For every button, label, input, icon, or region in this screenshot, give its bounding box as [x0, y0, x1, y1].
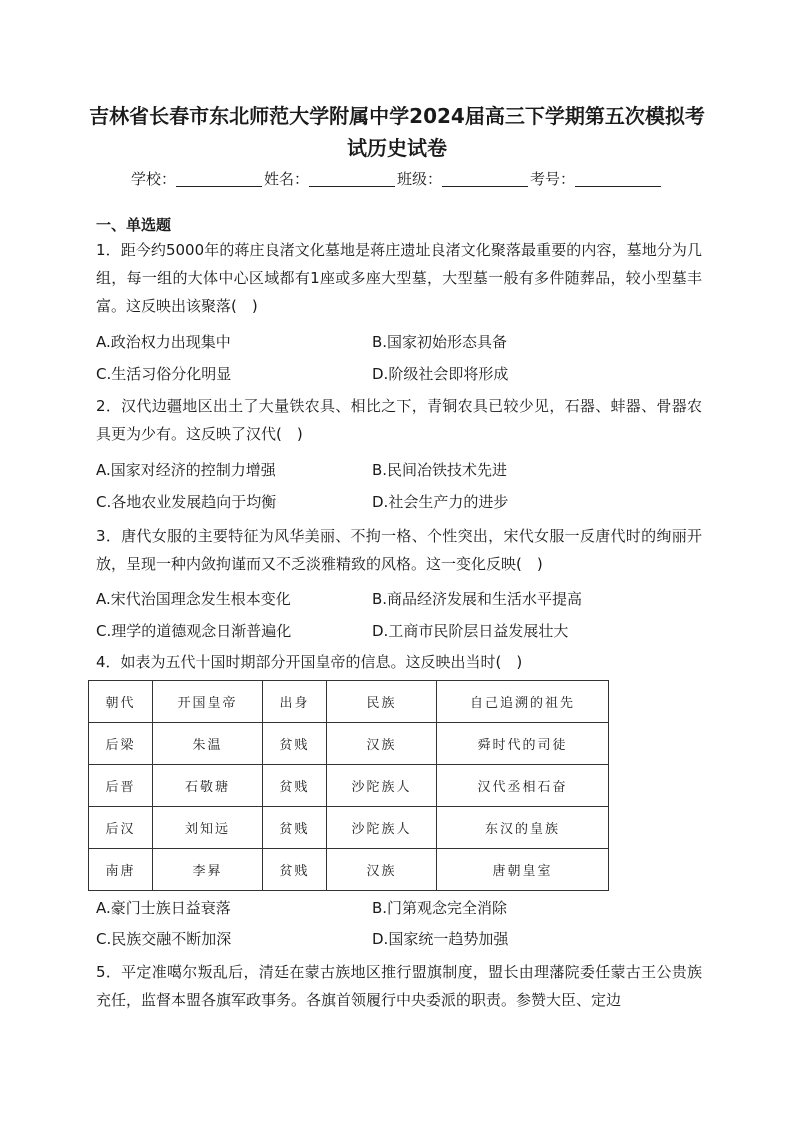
- question-1-option-b: B.国家初始形态具备: [372, 333, 508, 351]
- table-cell: 汉族: [327, 723, 437, 765]
- question-1-option-d: D.阶级社会即将形成: [372, 365, 509, 383]
- question-5-stem: 5．平定准噶尔叛乱后，清廷在蒙古族地区推行盟旗制度，盟长由理藩院委任蒙古王公贵族充任，监督本盟各旗军政事务。各旗首领履行中央委派的职责。参赞大臣、定边: [96, 963, 702, 1009]
- question-4-option-a: A.豪门士族日益衰落: [96, 899, 231, 917]
- table-header-cell: 出身: [263, 681, 327, 723]
- question-1-option-a: A.政治权力出现集中: [96, 333, 231, 351]
- question-4-option-c: C.民族交融不断加深: [96, 930, 232, 948]
- section-title: 一、单选题: [96, 216, 172, 234]
- table-cell: 刘知远: [153, 807, 263, 849]
- class-label: 班级：: [397, 170, 443, 188]
- question-2-option-b: B.民间冶铁技术先进: [372, 461, 508, 479]
- table-cell: 贫贱: [263, 723, 327, 765]
- question-4-option-d: D.国家统一趋势加强: [372, 930, 509, 948]
- question-3-option-c: C.理学的道德观念日渐普遍化: [96, 622, 292, 640]
- student-info-line: [80, 168, 714, 190]
- table-cell: 贫贱: [263, 807, 327, 849]
- class-blank: [442, 170, 528, 187]
- question-1-stem: 1．距今约5000年的蒋庄良渚文化墓地是蒋庄遗址良渚文化聚落最重要的内容，墓地分为几组，每一组的大体中心区域都有1座或多座大型墓，大型墓一般有多件随葬品，较小型墓丰富。这反映出该聚落( ): [96, 241, 702, 315]
- table-cell: 沙陀族人: [327, 807, 437, 849]
- table-header-row: [89, 681, 609, 723]
- table-header-cell: 自己追溯的祖先: [437, 681, 609, 723]
- question-4-option-b: B.门第观念完全消除: [372, 899, 508, 917]
- school-label: 学校：: [130, 170, 176, 188]
- table-cell: 贫贱: [263, 849, 327, 891]
- table-cell: 贫贱: [263, 765, 327, 807]
- question-1-option-c: C.生活习俗分化明显: [96, 365, 232, 383]
- table-row: [89, 849, 609, 891]
- exam-number-blank: [575, 170, 661, 187]
- table-row: [89, 765, 609, 807]
- table-cell: 李昪: [153, 849, 263, 891]
- table-cell: 后晋: [89, 765, 153, 807]
- table-cell: 沙陀族人: [327, 765, 437, 807]
- question-3-option-d: D.工商市民阶层日益发展壮大: [372, 622, 569, 640]
- table-cell: 石敬瑭: [153, 765, 263, 807]
- question-2-option-d: D.社会生产力的进步: [372, 493, 509, 511]
- question-2-stem: 2．汉代边疆地区出土了大量铁农具、相比之下，青铜农具已较少见，石器、蚌器、骨器农具更为少有。这反映了汉代( ): [96, 397, 702, 443]
- exam-number-label: 考号：: [530, 170, 576, 188]
- table-cell: 后汉: [89, 807, 153, 849]
- question-2-option-a: A.国家对经济的控制力增强: [96, 461, 276, 479]
- question-3-option-b: B.商品经济发展和生活水平提高: [372, 590, 583, 608]
- school-blank: [176, 170, 262, 187]
- question-4-stem: 4．如表为五代十国时期部分开国皇帝的信息。这反映出当时( ): [96, 653, 523, 671]
- table-cell: 东汉的皇族: [437, 807, 609, 849]
- table-header-cell: 开国皇帝: [153, 681, 263, 723]
- table-cell: 舜时代的司徒: [437, 723, 609, 765]
- table-cell: 南唐: [89, 849, 153, 891]
- exam-title-line1: 吉林省长春市东北师范大学附属中学2024届高三下学期第五次模拟考: [89, 104, 705, 128]
- table-row: [89, 807, 609, 849]
- emperors-table: [88, 680, 609, 891]
- table-header-cell: 朝代: [89, 681, 153, 723]
- table-cell: 汉族: [327, 849, 437, 891]
- table-row: [89, 723, 609, 765]
- name-blank: [309, 170, 395, 187]
- question-2-option-c: C.各地农业发展趋向于均衡: [96, 493, 277, 511]
- table-cell: 汉代丞相石奋: [437, 765, 609, 807]
- table-cell: 后梁: [89, 723, 153, 765]
- table-cell: 朱温: [153, 723, 263, 765]
- table-header-cell: 民族: [327, 681, 437, 723]
- table-cell: 唐朝皇室: [437, 849, 609, 891]
- exam-title-line2: 试历史试卷: [347, 136, 447, 160]
- name-label: 姓名：: [263, 170, 309, 188]
- question-3-stem: 3．唐代女服的主要特征为风华美丽、不拘一格、个性突出，宋代女服一反唐代时的绚丽开放，呈现一种内敛拘谨而又不乏淡雅精致的风格。这一变化反映( ): [96, 527, 702, 573]
- question-3-option-a: A.宋代治国理念发生根本变化: [96, 590, 291, 608]
